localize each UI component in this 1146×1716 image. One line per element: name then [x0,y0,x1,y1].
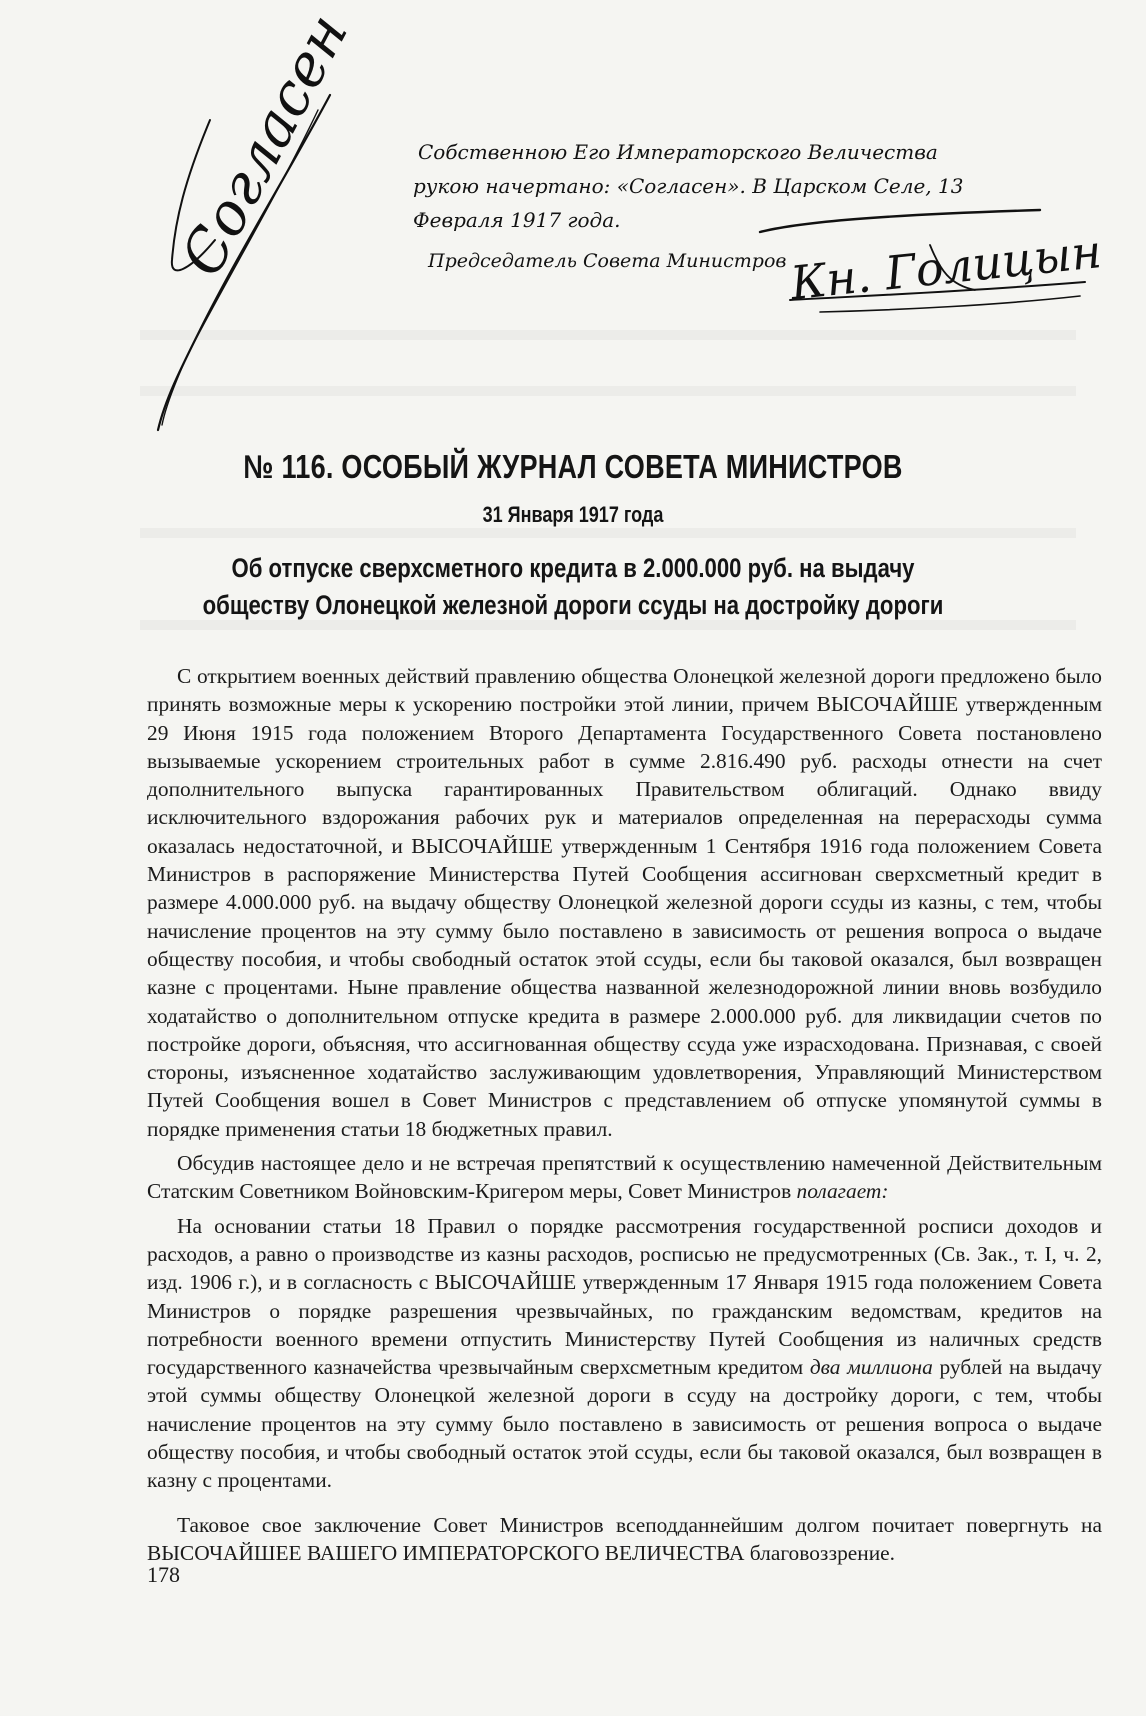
document-body [147,662,1102,1573]
signature-underline [790,282,1085,300]
paragraph-3-emphasis: два миллиона [809,1355,933,1380]
page-number: 178 [147,1562,180,1587]
paragraph-2 [147,1149,1102,1206]
document-date: 31 Января 1917 года [482,502,664,527]
signature-tail-stroke [158,95,330,430]
bleed-through [140,620,1076,630]
imperial-resolution [413,135,1078,237]
chairman-label: Председатель Совета Министров [428,250,787,272]
signature-loop-stroke [172,120,215,270]
bleed-through [140,330,1076,340]
signature-underline [820,296,1080,312]
resolution-line-2: рукою начертано: «Согласен». В Царском Селе, 13 [413,174,964,198]
margin-signature: Согласен [167,2,362,287]
document-subtitle-line-2: обществу Олонецкой железной дороги ссуды на достройку дороги [202,590,944,620]
paragraph-3-text-after: рублей на выдачу этой суммы обществу Олонецкой железной дороги в ссуду на достройку дороги, с тем, чтобы начисление процентов на эту сумму было поставлено в зависимость от решения вопроса о выдаче обществу пособия, и чтобы свободный остаток этой ссуды, если бы таковой оказался, был возвращен в казну с процентами. [147,1355,1102,1493]
bleed-through [140,528,1076,538]
chairman-signature: Кн. Голицын [787,224,1105,311]
document-title: № 116. ОСОБЫЙ ЖУРНАЛ СОВЕТА МИНИСТРОВ [243,448,903,485]
signature-tail-stroke [162,110,318,425]
resolution-line-3: Февраля 1917 года. [413,208,621,232]
signature-flourish [930,245,975,290]
document-subtitle-line-1: Об отпуске сверхсметного кредита в 2.000.000 руб. на выдачу [231,553,915,583]
paragraph-1: С открытием военных действий правлению общества Олонецкой железной дороги предложено было принять возможные меры к ускорению постройки этой линии, причем ВЫСОЧАЙШЕ утвержденным 29 Июня 1915 года положением Второго Департамента Государственного Совета постановлено вызываемые ускорением строительных работ в сумме 2.816.490 руб. расходы отнести на счет дополнительного выпуска гарантированных Правительством облигаций. Однако ввиду исключительного вздорожания рабочих рук и материалов определенная на перерасходы сумма оказалась недостаточной, и ВЫСОЧАЙШЕ утвержденным 1 Сентября 1916 года положением Совета Министров в распоряжение Министерства Путей Сообщения ассигнован сверхсметный кредит в размере 4.000.000 руб. на выдачу обществу Олонецкой железной дороги ссуды из казны, с тем, чтобы начисление процентов на эту сумму было поставлено в зависимость от решения вопроса о выдаче обществу пособия, и чтобы свободный остаток этой ссуды, если бы таковой оказался, был возвращен казне с процентами. Ныне правление общества названной железнодорожной линии вновь возбудило ходатайство о дополнительном отпуске кредита в размере 2.000.000 руб. для ликвидации счетов по постройке дороги, объясняя, что ассигнованная обществу ссуда уже израсходована. Признавая, с своей стороны, изъясненное ходатайство заслуживающим удовлетворения, Управляющий Министерством Путей Сообщения вошел в Совет Министров с представлением об отпуске упомянутой суммы в порядке применения статьи 18 бюджетных правил. [147,664,1102,1141]
bleed-through [140,386,1076,396]
paragraph-3 [147,1212,1102,1495]
resolution-line-1: Собственною Его Императорского Величества [418,140,938,164]
paragraph-2-emphasis: полагает: [796,1179,889,1204]
paragraph-2-text: Обсудив настоящее дело и не встречая препятствий к осуществлению намеченной Действительным Статским Советником Войновским-Кригером меры, Совет Министров [147,1151,1102,1204]
paragraph-4: Таковое свое заключение Совет Министров всеподданнейшим долгом почитает повергнуть на ВЫСОЧАЙШЕЕ ВАШЕГО ИМПЕРАТОРСКОГО ВЕЛИЧЕСТВА благовоззрение. [147,1512,1102,1565]
paragraph-3-text-before: На основании статьи 18 Правил о порядке рассмотрения государственной росписи доходов и расходов, а равно о производстве из казны расходов, росписью не предусмотренных (Св. Зак., т. I, ч. 2, изд. 1906 г.), и в согласность с ВЫСОЧАЙШЕ утвержденным 17 Января 1915 года положением Совета Министров о порядке разрешения чрезвычайных, по гражданским ведомствам, кредитов на потребности военного времени отпустить Министерству Путей Сообщения из наличных средств государственного казначейства чрезвычайным сверхсметным кредитом [147,1213,1102,1380]
